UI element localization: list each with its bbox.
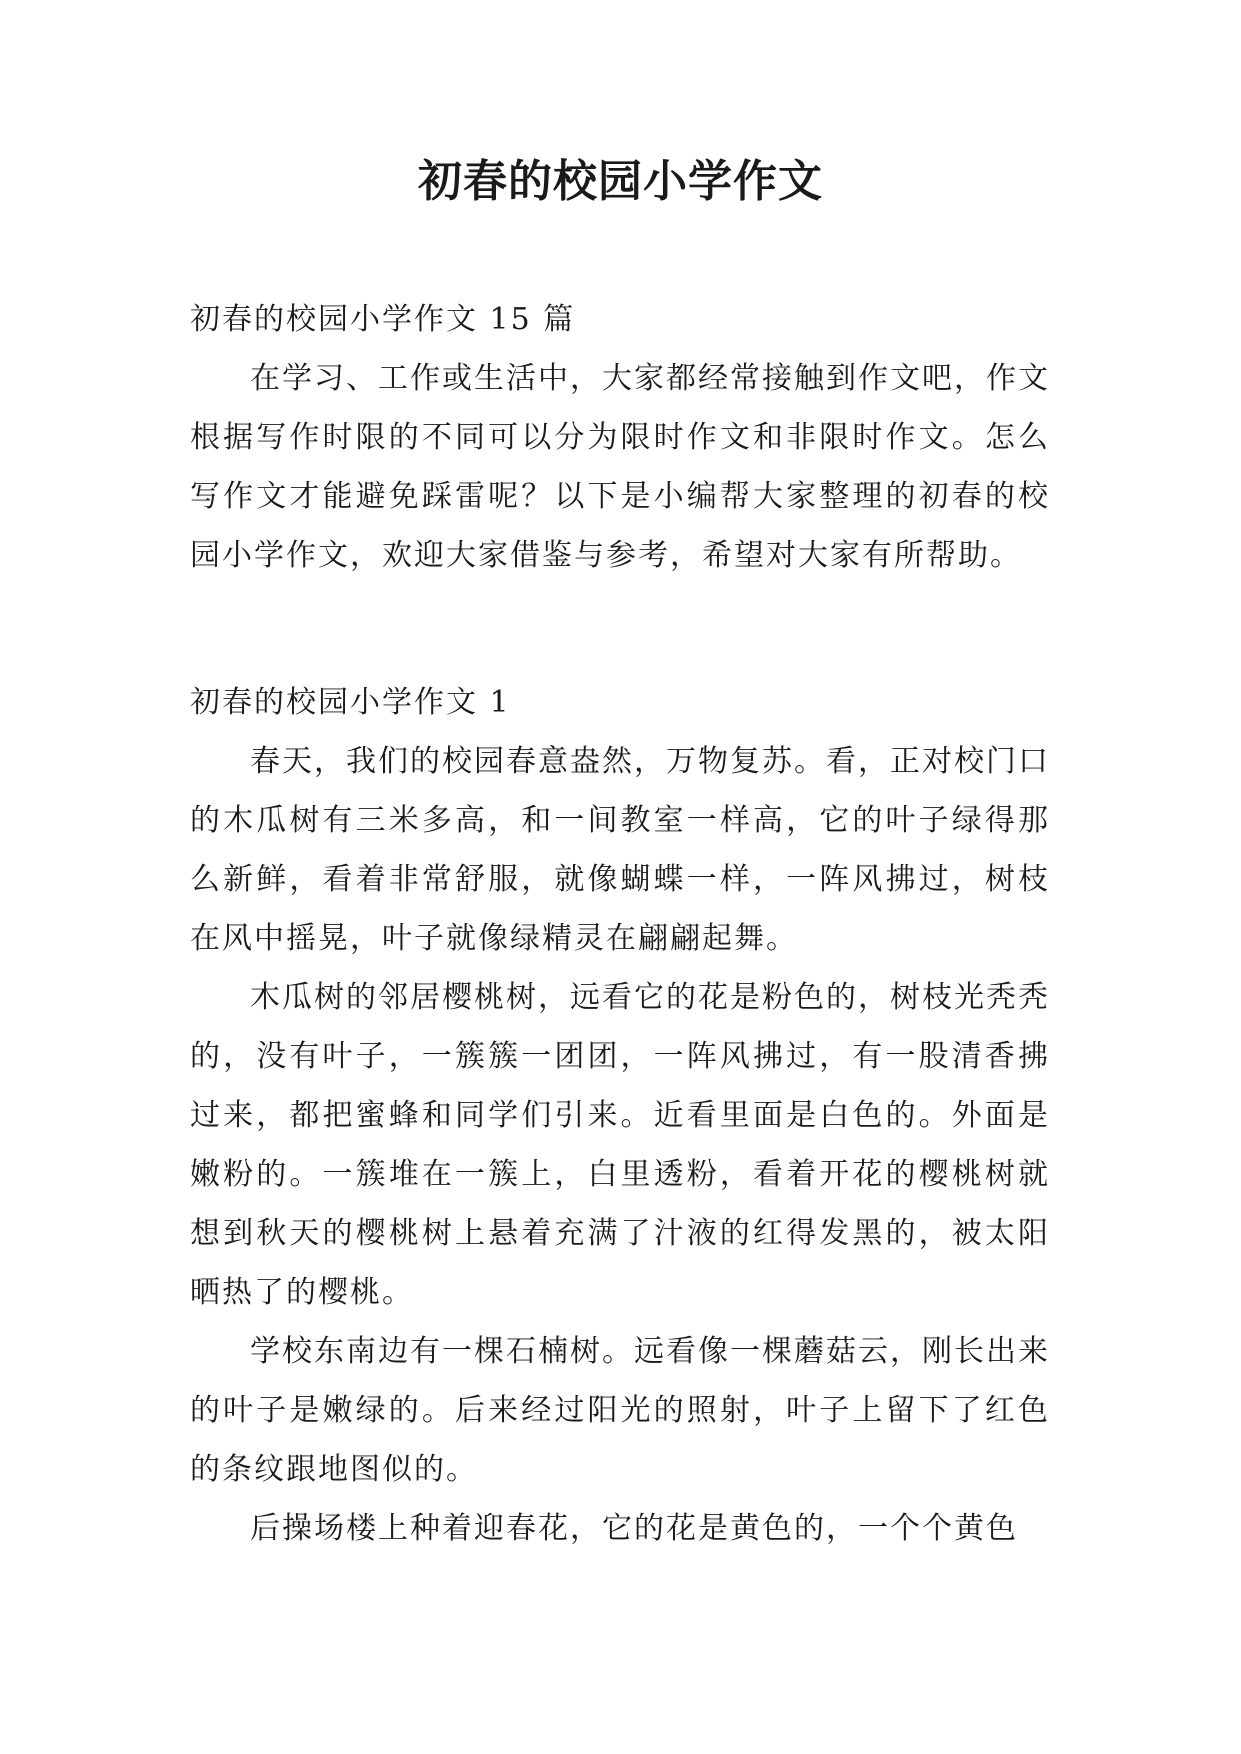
essay-1-heading: 初春的校园小学作文 1 — [190, 685, 511, 720]
document-body — [190, 290, 1050, 1558]
document-title: 初春的校园小学作文 — [418, 156, 823, 207]
section-spacer — [190, 585, 1050, 673]
essay-1-paragraph-1: 春天，我们的校园春意盎然，万物复苏。看，正对校门口的木瓜树有三米多高，和一间教室一样高，它的叶子绿得那么新鲜，看着非常舒服，就像蝴蝶一样，一阵风拂过，树枝在风中摇晃，叶子就像绿精灵在翩翩起舞。 — [190, 744, 1050, 956]
essay-1-paragraph-4: 后操场楼上种着迎春花，它的花是黄色的，一个个黄色 — [250, 1511, 1018, 1546]
intro-heading: 初春的校园小学作文 15 篇 — [190, 302, 576, 337]
intro-paragraph: 在学习、工作或生活中，大家都经常接触到作文吧，作文根据写作时限的不同可以分为限时作文和非限时作文。怎么写作文才能避免踩雷呢？以下是小编帮大家整理的初春的校园小学作文，欢迎大家借鉴与参考，希望对大家有所帮助。 — [190, 361, 1050, 573]
essay-1-paragraph-3: 学校东南边有一棵石楠树。远看像一棵蘑菇云，刚长出来的叶子是嫩绿的。后来经过阳光的照射，叶子上留下了红色的条纹跟地图似的。 — [190, 1334, 1050, 1487]
essay-1-paragraph-2: 木瓜树的邻居樱桃树，远看它的花是粉色的，树枝光秃秃的，没有叶子，一簇簇一团团，一阵风拂过，有一股清香拂过来，都把蜜蜂和同学们引来。近看里面是白色的。外面是嫩粉的。一簇堆在一簇上，白里透粉，看着开花的樱桃树就想到秋天的樱桃树上悬着充满了汁液的红得发黑的，被太阳晒热了的樱桃。 — [190, 980, 1050, 1310]
